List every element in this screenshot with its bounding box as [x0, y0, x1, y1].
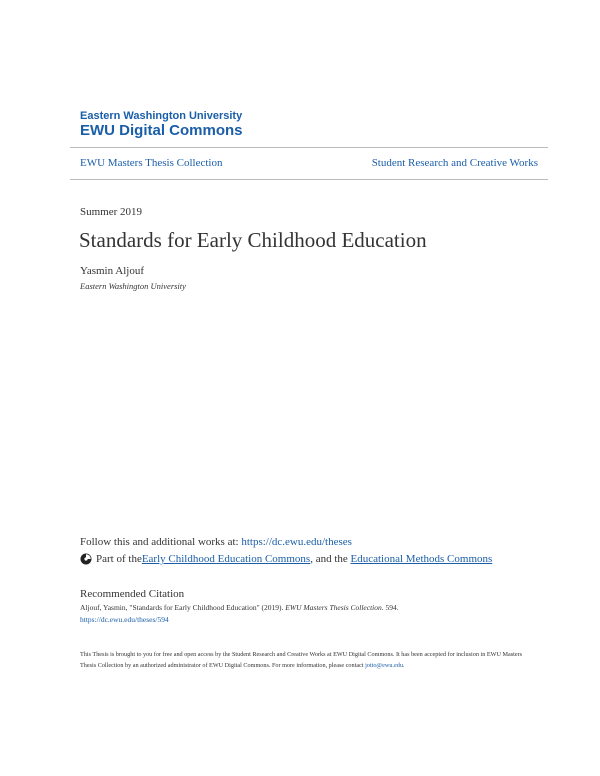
repository-name[interactable]: EWU Digital Commons [80, 122, 243, 139]
contact-email[interactable]: jotto@ewu.edu [365, 661, 403, 669]
part-of-line [80, 553, 492, 565]
top-divider [70, 147, 548, 148]
citation-end: . 594. [381, 603, 399, 612]
follow-prefix: Follow this and additional works at: [80, 536, 242, 548]
bottom-divider [70, 179, 548, 180]
early-childhood-commons-link[interactable]: Early Childhood Education Commons [141, 553, 311, 565]
university-name: Eastern Washington University [80, 110, 243, 122]
follow-line [80, 536, 352, 548]
notice-text: This Thesis is brought to you for free and open access by the Student Research and Creative Works at EWU Digital Commons. It has been accepted for inclusion in EWU Masters Thesis Collection by an authorized administrator of EWU Digital Commons. For more information, please contact [80, 651, 523, 669]
part-of-middle: , and the [310, 553, 351, 565]
recommended-citation-heading: Recommended Citation [80, 588, 185, 600]
citation-text [80, 603, 399, 612]
follow-link[interactable]: https://dc.ewu.edu/theses [241, 536, 352, 548]
citation-collection: EWU Masters Thesis Collection [285, 603, 382, 612]
educational-methods-commons-link[interactable]: Educational Methods Commons [350, 553, 493, 565]
publication-date: Summer 2019 [80, 206, 143, 218]
citation-main: Aljouf, Yasmin, "Standards for Early Childhood Education" (2019). [80, 603, 286, 612]
access-notice [80, 650, 525, 671]
part-of-prefix: Part of the [96, 553, 142, 565]
author-name: Yasmin Aljouf [80, 265, 144, 277]
network-icon [80, 553, 92, 565]
citation-url[interactable]: https://dc.ewu.edu/theses/594 [80, 615, 169, 624]
notice-end: . [402, 661, 405, 669]
works-link[interactable]: Student Research and Creative Works [371, 157, 538, 169]
collection-link[interactable]: EWU Masters Thesis Collection [80, 157, 223, 169]
thesis-title: Standards for Early Childhood Education [79, 228, 427, 252]
author-affiliation: Eastern Washington University [80, 281, 186, 291]
